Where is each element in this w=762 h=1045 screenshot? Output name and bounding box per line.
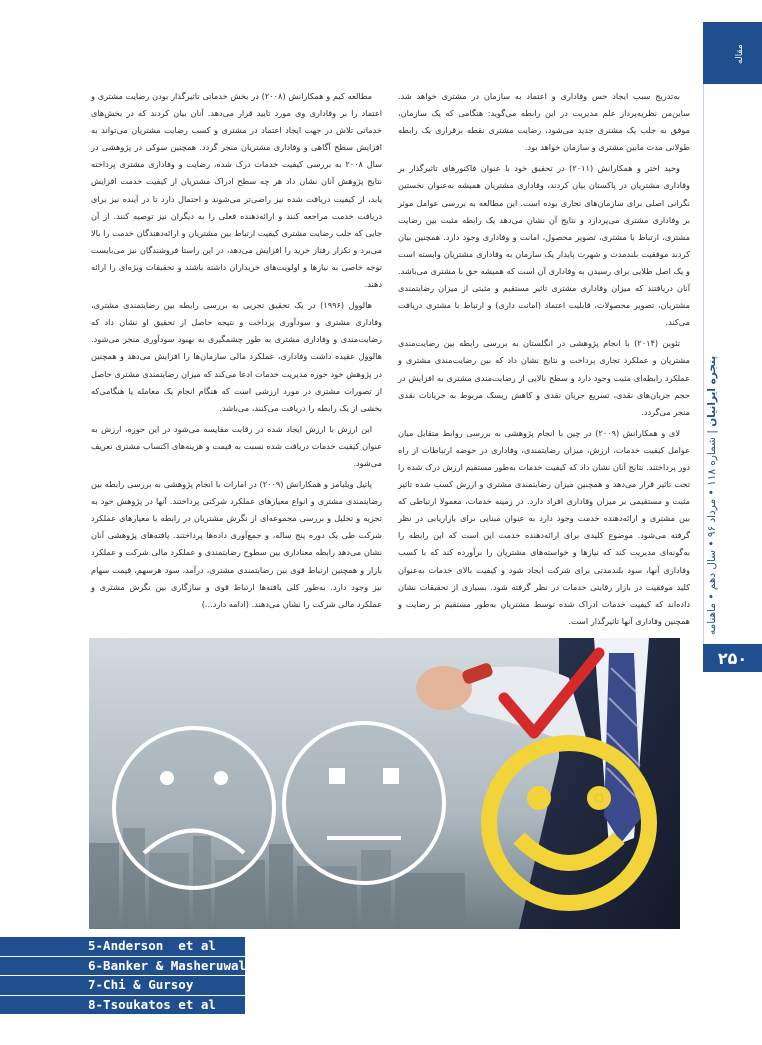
footnotes [0,937,254,1015]
paragraph: مطالعه کیم و همکارانش (۲۰۰۸) در بخش خدماتی تاثیرگذار بودن رضایت مشتری و اعتماد را بر وفاداری وی مورد تایید قرار می‌دهد. آنان بیان کردند که در بخش‌های خدماتی تلاش در جهت ایجاد اعتماد در مشتری و کسب رضایت مشتریان می‌تواند به افزایش سطح آگاهی و وفاداری مشتریان منجر گردد. همچنین سوکی در پژوهشی در سال ۲۰۰۸ به بررسی کیفیت خدمات درک شده، رضایت و وفاداری مشتری پرداخته نتایج پژوهش آنان نشان داد هر چه سطح ادراک مشتریان از کیفیت خدمت افزایش یابد، از کیفیت دریافت شده نیز راضی‌تر می‌شوند و احتمال دارد تا در آینده نیز برای دریافت خدمت مراجعه کنند و ارائه‌دهنده فعلی را به دیگران نیز توصیه کنند. از آن جایی که جلب رضایت مشتری کیفیت ارتباط بین مشتریان و ارائه‌دهندگان خدمت را بالا می‌برد و تکرار رفتار خرید را افزایش می‌دهد، در این راستا فروشندگان نیز می‌بایست توجه خاصی به نیازها و اولویت‌های خریداران داشته باشند و تحقیقات ویژه‌ای را ارائه دهند. [91,91,383,290]
neutral-face-icon [284,723,444,883]
text-column-right [398,88,690,634]
paragraph: تئوین (۲۰۱۴) با انجام پژوهشی در انگلستان به بررسی رابطه بین رضایت‌مندی مشتریان و عملکرد تجاری پرداخت و نتایج نشان داد که بین رضایت‌مندی مشتری و عملکرد رابطه‌ای مثبت وجود دارد و سطح بالایی از رضایت‌مندی مشتری به افزایش در حجم جریان‌های نقدی، تسریع جریان نقدی و کاهش ریسک مربوط به جریانات نقدی منجر می‌گردد. [398,338,690,417]
footnote: 6-Banker & Masheruwala [0,957,245,976]
section-tab [703,22,762,84]
sad-face-icon [114,728,274,888]
paragraph: پاتیل ویلیامز و همکارانش (۲۰۰۹) در امارات با انجام پژوهشی به بررسی رابطه بین رضایتمندی مشتری و انواع معیارهای عملکرد شرکتی پرداختند. آنها در پژوهش خود به تجزیه و تحلیل و بررسی مجموعه‌ای از نگرش مشتریان در رابطه با معیارهای عملکرد شرکت طی یک دوره پنج ساله، و جمع‌آوری داده‌ها پرداختند. یافته‌های پژوهشی آنان نشان می‌دهد رابطه معناداری بین سطوح رضایتمندی و عملکرد مالی شرکت و عملکرد بازار و همچنین ارتباط قوی بین رضایتمندی مشتری، درآمد، سود هرسهم، قیمت سهام نیز وجود دارد. به‌طور کلی یافته‌ها ارتباط قوی و سازگاری بین نگرش مشتری و عملکرد مالی شرکت را نشان می‌دهند. (ادامه دارد...) [91,479,382,609]
page-number: ۲۵۰ [703,644,762,672]
issue-info: شماره ۱۱۸ • مرداد ۹۶ • سال دهم • ماهنامه [706,437,718,635]
footnote: 5-Anderson et al [0,937,245,956]
paragraph: هالوول (۱۹۹۶) در یک تحقیق تجربی به بررسی رابطه بین رضایتمندی مشتری، وفاداری مشتری و سودآوری پرداخت و نتیجه حاصل از تحقیق او نشان داد که رضایت‌مندی و وفاداری مشتری به طور چشمگیری به بهبود سودآوری منجر می‌شود. هالوول عقیده داشت وفاداری، عملکرد مالی سازمان‌ها را افزایش می‌دهد و همچنین در پژوهش خود حوزه مدیریت خدمات ادعا می‌کند که میزان رضایتمندی مشتری حاصل از تصورات مشتری در مورد ارزشی است که هنگام انجام یک معامله یا هنگامی‌که بخشی از یک رابطه را دریافت می‌کنند، می‌باشد. [91,300,382,413]
issue-meta: پنجره ایرانیان | شماره ۱۱۸ • مرداد ۹۶ • سال دهم • ماهنامه [706,355,718,635]
paragraph: این ارزش با ارزش ایجاد شده در رقابت مقایسه می‌شود در این حوزه، ارزش به عنوان کیفیت خدمات دریافت شده نسبت به قیمت و هزینه‌های اکتساب مشتری تعریف می‌شود. [91,423,382,468]
paragraph: وحید اختر و همکارانش (۲۰۱۱) در تحقیق خود با عنوان فاکتورهای تاثیرگذار بر وفاداری مشتریان در پاکستان بیان کردند، وفاداری مشتریان همیشه به‌عنوان نخستین نگرانی اصلی برای سازمان‌های تجاری بوده است. این مطالعه به بررسی عوامل موثر بر وفاداری مشتری می‌پردازد و نتایج آن نشان می‌دهد یک رابطه مثبت بین رضایت مشتری، ارتباط با مشتری، تصویر محصول، امانت و وفاداری وجود دارد. همچنین بیان کردند موفقیت بلندمدت و شهرت پایدار یک سازمان به وفاداری مشتریان وابسته است و یک اصل طلایی برای رسیدن به وفاداری آن است که همیشه حق با مشتری می‌باشد. آنان دریافتند که میزان وفاداری مشتری تاثیر مستقیم و مثبتی از میزان رضایتمندی مشتریان، تصویر محصولات، قابلیت اعتماد (امانت داری) و ارتباط با مشتری دریافت می‌کند. [398,163,690,328]
photo-illustration [89,638,680,929]
paragraph: لای و همکارانش (۲۰۰۹) در چین با انجام پژوهشی به بررسی روابط متقابل میان عوامل کیفیت خدمات، ارزش، میزان رضایتمندی، وفاداری در حوضه ارتباطات از راه دور پرداختند. نتایج آنان نشان داد که کیفیت خدمات به‌طور مستقیم ارزش درک شده را تحت تاثیر قرار می‌دهد و همچنین میزان رضایتمندی مشتری و ارزش کسب شده تاثیر مثبت و مستقیمی بر میزان وفاداری افراد دارد. در زمینه خدمات، معمولا ارتباطی که بین مشتری و ارائه‌دهنده خدمت وجود دارد به عنوان مبنایی برای بازاریابی در نظر گرفته می‌شود. موضوع کلیدی برای ارائه‌دهنده خدمت این است که این رابطه را به‌گونه‌ای مدیریت کند که نیازها و خواسته‌های مشتریان را برآورده کند که با کسب وفاداری آنها، سود بلندمدتی برای شرکت ایجاد شود و کیفیت بالای خدمات به‌عنوان کلید موفقیت در بازار رقابتی خدمات در نظر گرفته شود. بسیاری از تحقیقات نشان داده‌اند که کیفیت خدمات ادراک شده توسط مشتریان به‌طور مستقیم بر رضایت و همچنین وفاداری آنها تاثیرگذار است. [398,427,690,626]
footnote: 8-Tsoukatos et al [0,996,245,1015]
magazine-brand: پنجره ایرانیان [706,355,718,427]
paragraph: به‌تدریج سبب ایجاد حس وفاداری و اعتماد به سازمان در مشتری خواهد شد. ساین‌من نظریه‌پرداز علم مدیریت در این رابطه می‌گوید: هنگامی که یک سازمان، موفق به جلب یک مشتری جدید می‌شود، رضایت مشتری نقطه برقراری یک رابطه طولانی مدت مابین مشتری و سازمان خواهد بود. [398,91,690,153]
feature-photo [89,638,680,929]
sidebar-rule [703,84,704,644]
text-column-left [91,88,382,617]
footnote: 7-Chi & Gursoy [0,976,245,995]
section-label: مقاله [735,44,745,64]
